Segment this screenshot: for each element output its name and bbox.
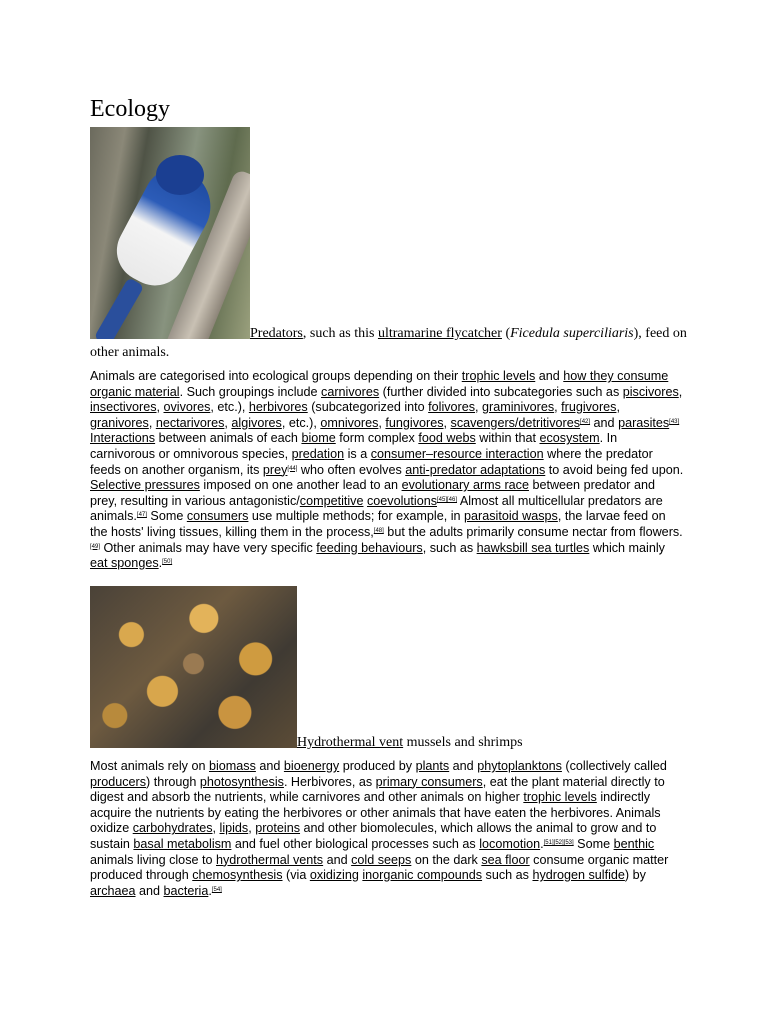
link[interactable]: ecosystem [539, 431, 600, 446]
citation[interactable]: [45][46] [437, 496, 458, 503]
link[interactable]: hydrothermal vents [216, 852, 324, 867]
link[interactable]: carnivores [321, 384, 380, 399]
link-hydrothermal-vent[interactable]: Hydrothermal vent [297, 735, 404, 750]
link[interactable]: Selective pressures [90, 478, 200, 493]
link[interactable]: oxidizing [309, 868, 359, 883]
link[interactable]: primary consumers [375, 774, 483, 789]
link[interactable]: trophic levels [461, 369, 536, 383]
figure-caption-flycatcher: Predators, such as this ultramarine flycatcher (Ficedula superciliaris), feed on other animals. [90, 326, 687, 360]
link-ultramarine-flycatcher[interactable]: ultramarine flycatcher [377, 326, 502, 341]
link[interactable]: chemosynthesis [192, 868, 283, 883]
link[interactable]: archaea [90, 883, 136, 898]
link[interactable]: hydrogen sulfide [532, 868, 625, 883]
link[interactable]: scavengers/detritivores [450, 415, 581, 430]
link[interactable]: feeding behaviours [316, 540, 423, 555]
link[interactable]: piscivores [622, 384, 679, 399]
link[interactable]: coevolutions [366, 493, 437, 508]
link[interactable]: cold seeps [351, 852, 412, 867]
link[interactable]: competitive [299, 493, 364, 508]
link[interactable]: folivores [428, 400, 476, 415]
citation[interactable]: [44] [287, 465, 298, 472]
link[interactable]: anti-predator adaptations [405, 462, 546, 477]
link[interactable]: phytoplanktons [477, 759, 562, 773]
link[interactable]: ovivores [163, 400, 211, 415]
hydrothermal-vent-image [90, 586, 297, 748]
figure-caption-vent: Hydrothermal vent mussels and shrimps [297, 735, 523, 750]
link[interactable]: bioenergy [283, 759, 340, 773]
link[interactable]: nectarivores [155, 415, 225, 430]
citation[interactable]: [54] [211, 886, 222, 893]
link[interactable]: insectivores [90, 400, 157, 415]
link[interactable]: parasitoid wasps [464, 509, 558, 524]
link[interactable]: benthic [613, 836, 655, 851]
link[interactable]: algivores [231, 415, 282, 430]
paragraph-feeding-groups: Animals are categorised into ecological groups depending on their trophic levels and how they consume organic material. Such groupings include carnivores (further divided into subcategories such as piscivores, insectivores, ovivores, etc.), herbivores (subcategorized into folivores, graminivores, frugivores, granivores, nectarivores, algivores, etc.), omnivores, fungivores, scavengers/detritivores[42] and parasites[43] Interactions between animals of each biome form complex food webs within that ecosystem. In carnivorous or omnivorous species, predation is a consumer–resource interaction where the predator feeds on another organism, its prey[44] who often evolves anti-predator adaptations to avoid being fed upon. Selective pressures imposed on one another lead to an evolutionary arms race between predator and prey, resulting in various antagonistic/competitive coevolutions[45][46] Almost all multicellular predators are animals.[47] Some consumers use multiple methods; for example, in parasitoid wasps, the larvae feed on the hosts' living tissues, killing them in the process,[48] but the adults primarily consume nectar from flowers.[49] Other animals may have very specific feeding behaviours, such as hawksbill sea turtles which mainly eat sponges.[50] [90, 369, 684, 571]
link[interactable]: sea floor [481, 852, 530, 867]
link[interactable]: food webs [418, 431, 476, 446]
link[interactable]: herbivores [248, 400, 308, 415]
link[interactable]: fungivores [385, 415, 444, 430]
link[interactable]: proteins [255, 821, 301, 836]
flycatcher-image [90, 127, 250, 339]
link[interactable]: consumers [186, 509, 249, 524]
citation[interactable]: [47] [136, 512, 147, 519]
link[interactable]: photosynthesis [199, 774, 284, 789]
link[interactable]: lipids [219, 821, 249, 836]
link[interactable]: basal metabolism [133, 836, 232, 851]
paragraph-energy-sources: Most animals rely on biomass and bioenergy produced by plants and phytoplanktons (collectively called producers) through photosynthesis. Herbivores, as primary consumers, eat the plant material directly to digest and absorb the nutrients, while carnivores and other animals on higher trophic levels indirectly acquire the nutrients by eating the herbivores or other animals that have eaten the herbivores. Animals oxidize carbohydrates, lipids, proteins and other biomolecules, which allows the animal to grow and to sustain basal metabolism and fuel other biological processes such as locomotion.[51][52][53] Some benthic animals living close to hydrothermal vents and cold seeps on the dark sea floor consume organic matter produced through chemosynthesis (via oxidizing inorganic compounds such as hydrogen sulfide) by archaea and bacteria.[54] [90, 759, 669, 898]
link[interactable]: Interactions [90, 431, 156, 446]
link[interactable]: how they consume organic material [90, 369, 669, 399]
link[interactable]: biome [301, 431, 336, 446]
link[interactable]: trophic levels [523, 790, 597, 805]
citation[interactable]: [50] [162, 559, 173, 566]
link[interactable]: evolutionary arms race [401, 478, 529, 493]
citation[interactable]: [48] [373, 527, 384, 534]
link[interactable]: producers [90, 774, 147, 789]
link[interactable]: biomass [208, 759, 256, 773]
link[interactable]: parasites [618, 415, 670, 430]
link[interactable]: eat sponges [90, 556, 159, 571]
link[interactable]: inorganic compounds [362, 868, 483, 883]
species-name: Ficedula superciliaris [510, 326, 634, 341]
citation[interactable]: [42] [580, 418, 591, 425]
link[interactable]: graminivores [482, 400, 555, 415]
link[interactable]: frugivores [561, 400, 617, 415]
link[interactable]: carbohydrates [132, 821, 213, 836]
citation[interactable]: [43] [669, 418, 680, 425]
citation[interactable]: [51][52][53] [543, 839, 574, 846]
link[interactable]: plants [415, 759, 450, 773]
page-title: Ecology [90, 96, 170, 122]
link-predators[interactable]: Predators [250, 326, 303, 341]
link[interactable]: consumer–resource interaction [370, 446, 544, 461]
link[interactable]: locomotion [479, 836, 541, 851]
link[interactable]: predation [291, 446, 345, 461]
link[interactable]: omnivores [320, 415, 379, 430]
link[interactable]: hawksbill sea turtles [476, 540, 590, 555]
link[interactable]: bacteria [163, 883, 209, 898]
link[interactable]: granivores [90, 415, 149, 430]
citation[interactable]: [49] [90, 543, 101, 550]
link[interactable]: prey [262, 462, 288, 477]
